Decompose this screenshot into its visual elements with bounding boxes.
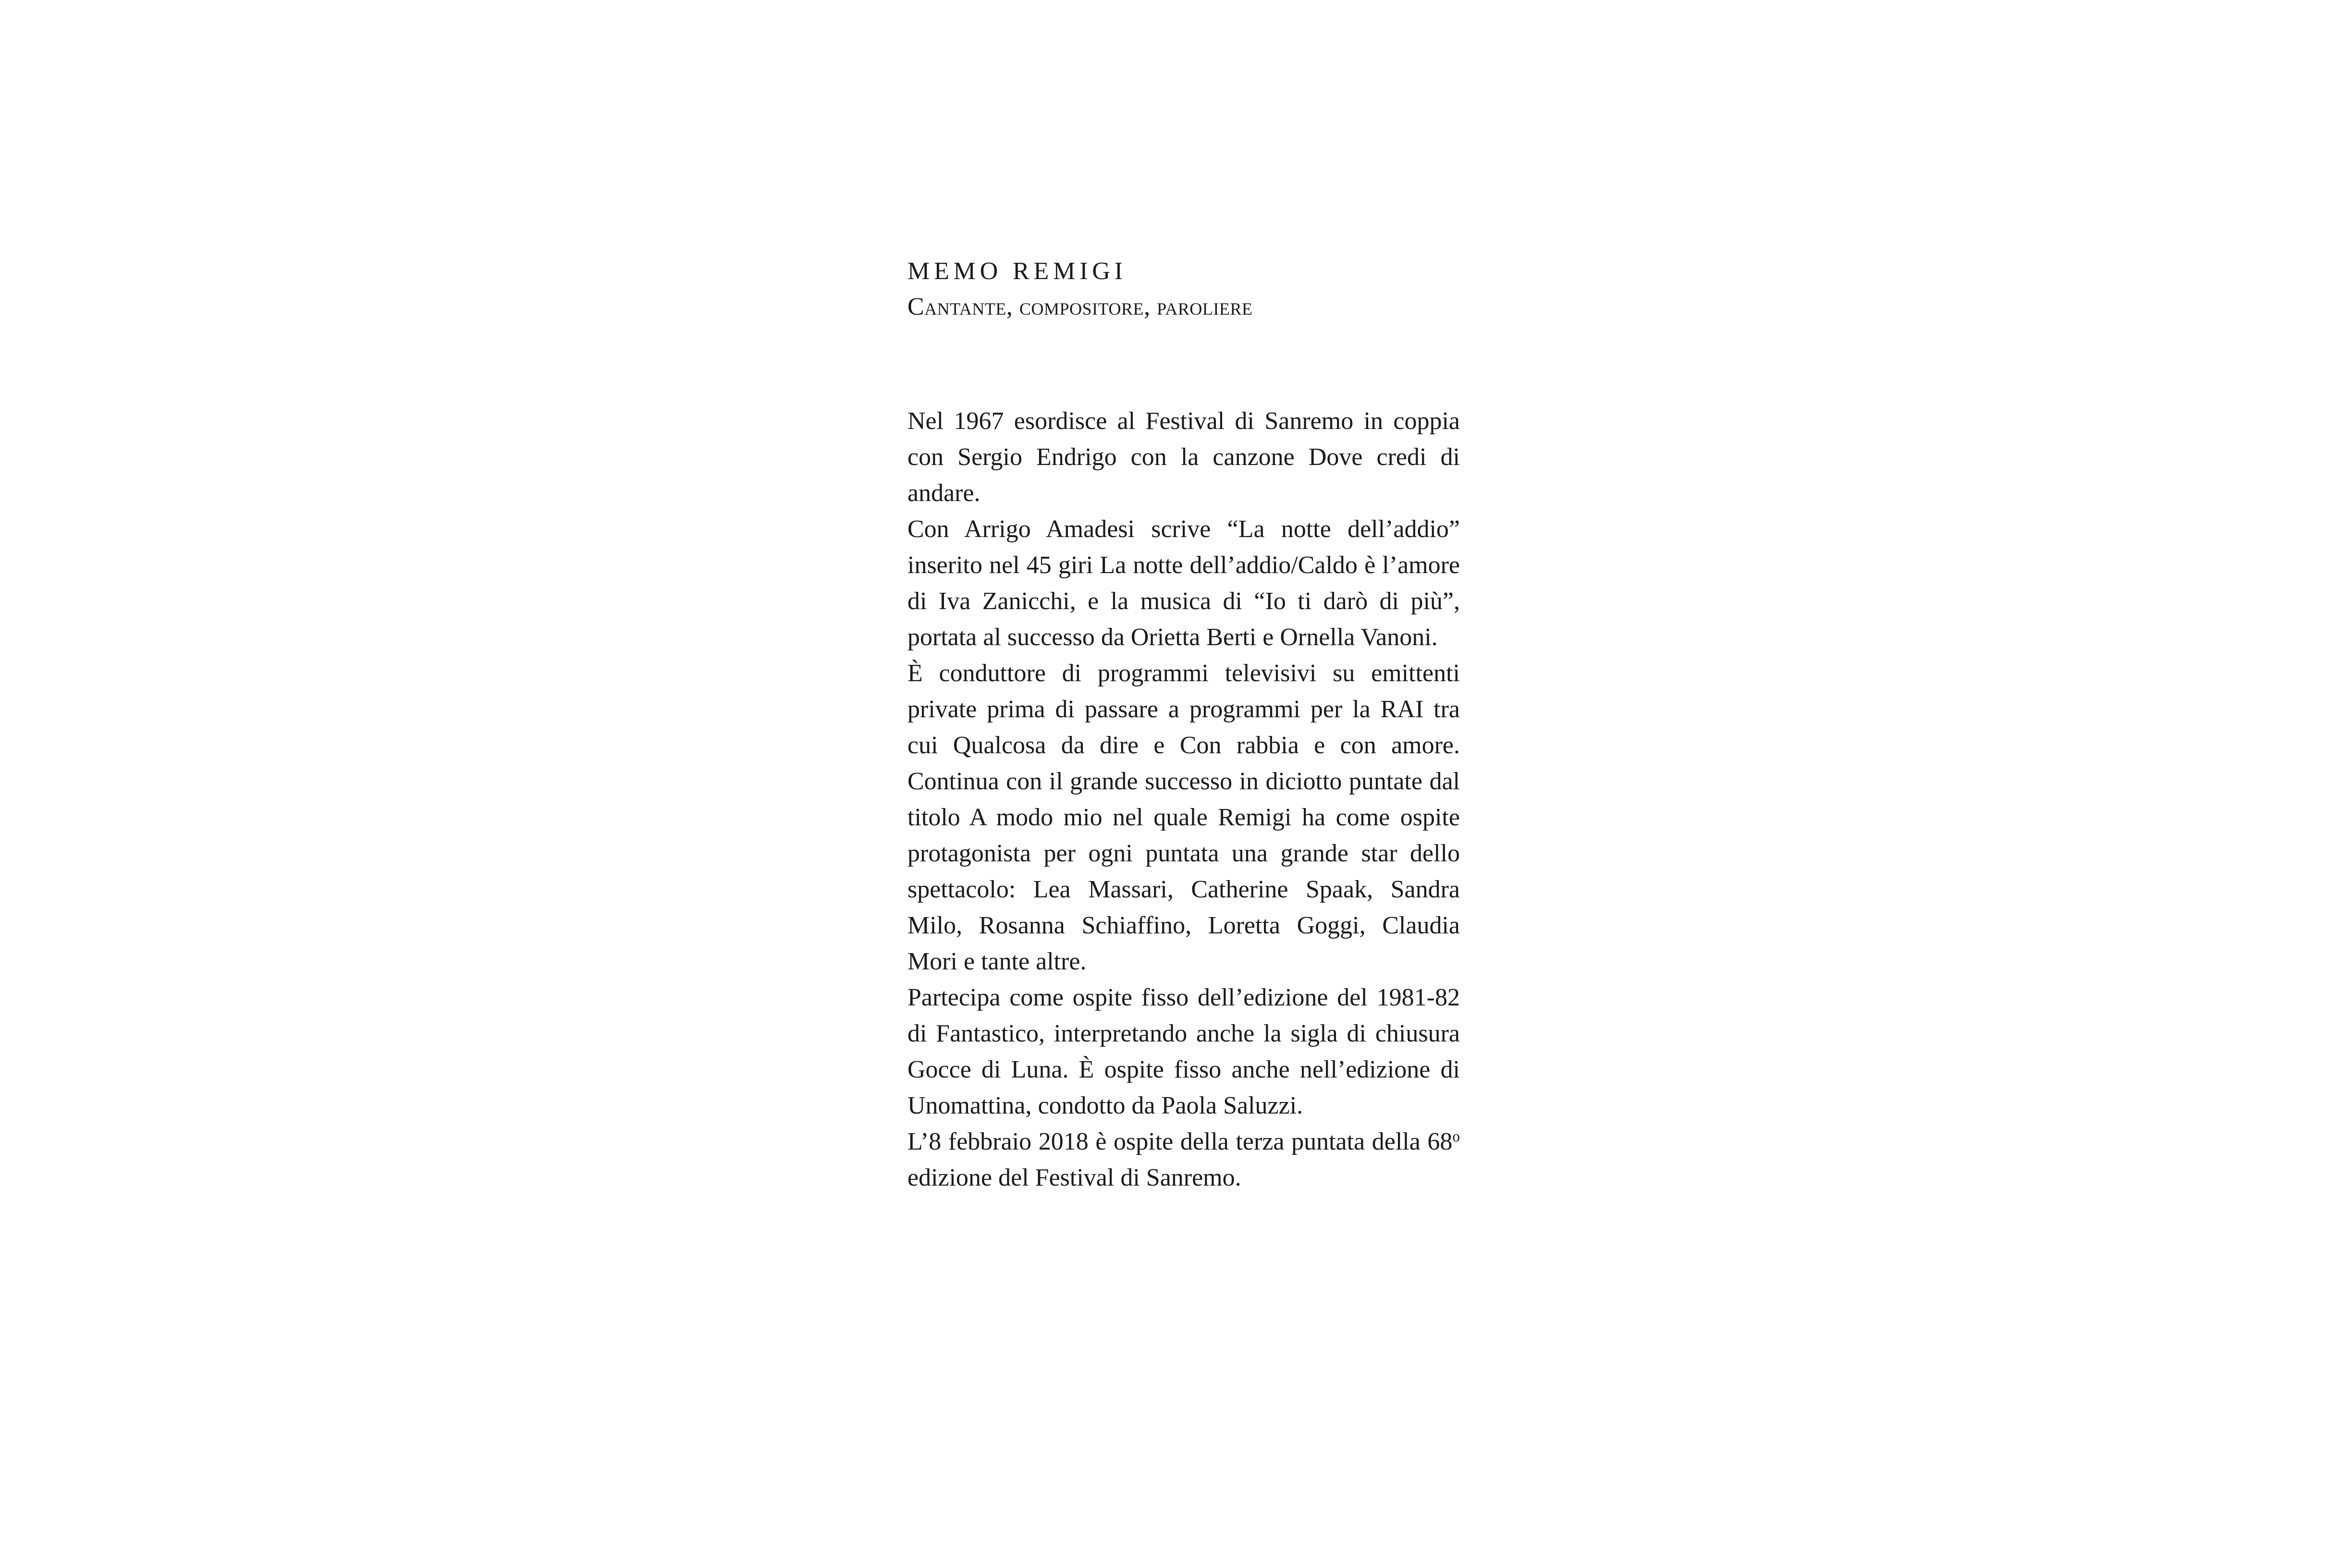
bio-paragraph-3: È conduttore di programmi televisivi su emittenti private prima di passare a programmi per la RAI tra cui Qualcosa da dire e Con rabbia e con amore. Continua con il grande successo in diciotto puntate dal titolo A modo mio nel quale Remigi ha come ospite protagonista per ogni puntata una grande star dello spettacolo: Lea Massari, Catherine Spaak, Sandra Milo, Rosanna Schiaffino, Loretta Goggi, Claudia Mori e tante altre. — [907, 660, 1460, 976]
text-column — [907, 255, 1460, 1196]
bio-paragraph-5-start: L’8 febbraio 2018 è ospite della terza puntata della 68 — [907, 1128, 1453, 1156]
author-name: MEMO REMIGI — [907, 257, 1127, 285]
bio-paragraph-4: Partecipa come ospite fisso dell’edizione del 1981-82 di Fantastico, interpretando anche la sigla di chiusura Gocce di Luna. È ospite fisso anche nell’edizione di Unomattina, condotto da Paola Saluzzi. — [907, 984, 1460, 1120]
bio-paragraph-1: Nel 1967 esordisce al Festival di Sanremo in coppia con Sergio Endrigo con la canzone Dove credi di andare. — [907, 407, 1460, 507]
bio-paragraph-5 — [907, 1124, 1460, 1196]
ordinal-indicator: o — [1452, 1128, 1460, 1145]
bio-paragraph-5-end: edizione del Festival di Sanremo. — [907, 1164, 1241, 1192]
author-role: Cantante, compositore, paroliere — [907, 293, 1253, 321]
bio-paragraph-2: Con Arrigo Amadesi scrive “La notte dell’addio” inserito nel 45 giri La notte dell’addio/Caldo è l’amore di Iva Zanicchi, e la musica di “Io ti darò di più”, portata al successo da Orietta Berti e Ornella Vanoni. — [907, 515, 1460, 651]
biography — [907, 403, 1460, 1196]
